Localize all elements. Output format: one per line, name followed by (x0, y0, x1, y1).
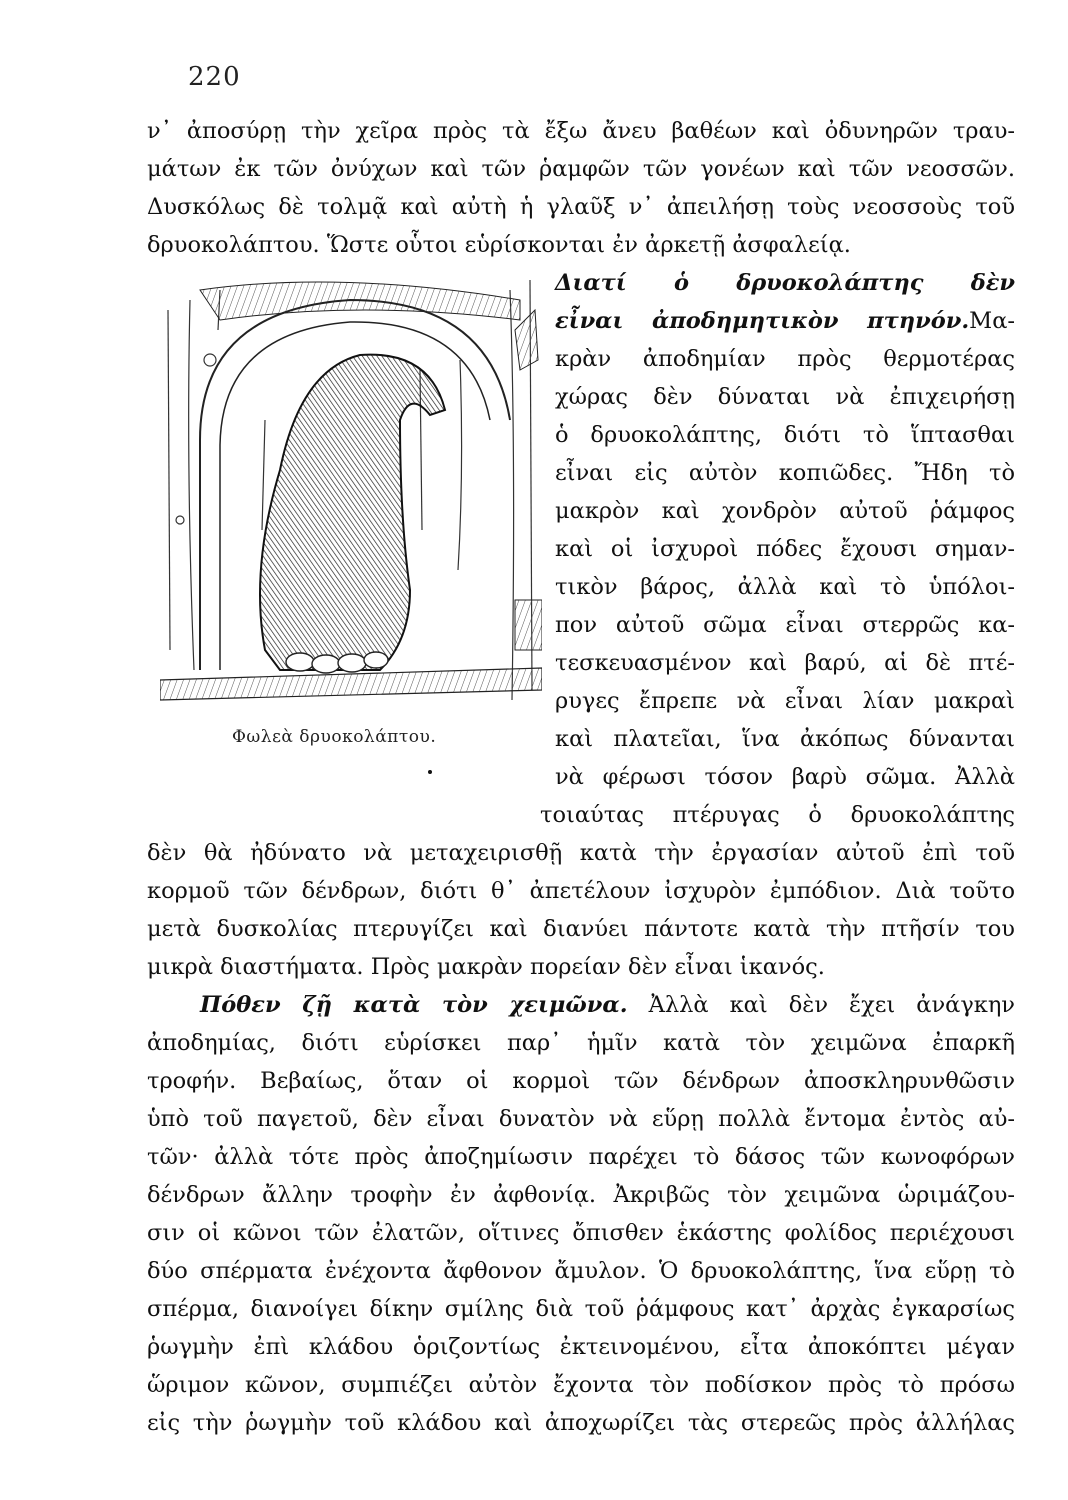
woodpecker-nest-illustration (160, 270, 542, 710)
text-line: τῶν· ἀλλὰ τότε πρὸς ἀποζημίωσιν παρέχει τὸ δάσος τῶν κωνοφόρων (147, 1144, 1015, 1170)
text-line: τεσκευασμένον καὶ βαρύ, αἱ δὲ πτέ- (555, 650, 1015, 676)
text-line: καὶ οἱ ἰσχυροὶ πόδες ἔχουσι σημαν- (555, 536, 1015, 562)
text-line: ρυγες ἔπρεπε νὰ εἶναι λίαν μακραὶ (555, 688, 1015, 714)
text-line: μικρὰ διαστήματα. Πρὸς μακρὰν πορείαν δὲν εἶναι ἱκανός. (147, 954, 825, 980)
text-line: μάτων ἐκ τῶν ὀνύχων καὶ τῶν ῥαμφῶν τῶν γονέων καὶ τῶν νεοσσῶν. (147, 156, 1015, 182)
text-line: ὁ δρυοκολάπτης, διότι τὸ ἵπτασθαι (555, 422, 1015, 448)
text-line: ὥριμον κῶνον, συμπιέζει αὐτὸν ἔχοντα τὸν ποδίσκον πρὸς τὸ πρόσω (147, 1372, 1015, 1398)
text-line: ἀποδημίας, διότι εὑρίσκει παρ᾿ ἡμῖν κατὰ τὸν χειμῶνα ἐπαρκῆ (147, 1030, 1015, 1056)
stray-dot (428, 770, 432, 774)
text-line: χώρας δὲν δύναται νὰ ἐπιχειρήσῃ (555, 384, 1015, 410)
text-line: μετὰ δυσκολίας πτερυγίζει καὶ διανύει πάντοτε κατὰ τὴν πτῆσίν του (147, 916, 1015, 942)
text-line: δὲν θὰ ἠδύνατο νὰ μεταχειρισθῇ κατὰ τὴν ἐργασίαν αὐτοῦ ἐπὶ τοῦ (147, 840, 1015, 866)
text-line: πον αὐτοῦ σῶμα εἶναι στερρῶς κα- (555, 612, 1015, 638)
text-line: δένδρων ἄλλην τροφὴν ἐν ἀφθονίᾳ. Ἀκριβῶς τὸν χειμῶνα ὡριμάζου- (147, 1182, 1015, 1208)
text-line: εἰς τὴν ῥωγμὴν τοῦ κλάδου καὶ ἀποχωρίζει τὰς στερεῶς πρὸς ἀλλήλας (147, 1410, 1015, 1436)
section-heading (555, 264, 1015, 302)
heading-text: Πόθεν ζῇ κατὰ τὸν χειμῶνα. (200, 992, 628, 1018)
text-line: Δυσκόλως δὲ τολμᾷ καὶ αὐτὴ ἡ γλαῦξ ν᾿ ἀπειλήσῃ τοὺς νεοσσοὺς τοῦ (147, 194, 1015, 220)
text-line: δύο σπέρματα ἐνέχοντα ἄφθονον ἄμυλον. Ὁ δρυοκολάπτης, ἵνα εὕρῃ τὸ (147, 1258, 1015, 1284)
text-line: κορμοῦ τῶν δένδρων, διότι θ᾿ ἀπετέλουν ἰσχυρὸν ἐμπόδιον. Διὰ τοῦτο (147, 878, 1015, 904)
text-line: μακρὸν καὶ χονδρὸν αὐτοῦ ῥάμφος (555, 498, 1015, 524)
heading-text: Διατί ὁ δρυοκολάπτης δὲν (555, 270, 1015, 296)
figure-caption: Φωλεὰ δρυοκολάπτου. (232, 727, 437, 747)
text-line: δρυοκολάπτου. Ὥστε οὗτοι εὑρίσκονται ἐν ἀρκετῇ ἀσφαλείᾳ. (147, 232, 851, 258)
heading-text: εἶναι ἀποδημητικὸν πτηνόν. (555, 308, 970, 334)
text-line: νὰ φέρωσι τόσον βαρὺ σῶμα. Ἀλλὰ (555, 764, 1015, 790)
text-line: τικὸν βάρος, ἀλλὰ καὶ τὸ ὑπόλοι- (555, 574, 1015, 600)
text-line: σπέρμα, διανοίγει δίκην σμίλης διὰ τοῦ ῥάμφους κατ᾿ ἀρχὰς ἐγκαρσίως (147, 1296, 1015, 1322)
text-line: ὑπὸ τοῦ παγετοῦ, δὲν εἶναι δυνατὸν νὰ εὕρῃ πολλὰ ἔντομα ἐντὸς αὐ- (147, 1106, 1015, 1132)
text-line: εἶναι εἰς αὐτὸν κοπιῶδες. Ἤδη τὸ (555, 460, 1015, 486)
text-line: ν᾿ ἀποσύρῃ τὴν χεῖρα πρὸς τὰ ἔξω ἄνευ βαθέων καὶ ὀδυνηρῶν τραυ- (147, 118, 1015, 144)
text-line: καὶ πλατεῖαι, ἵνα ἀκόπως δύνανται (555, 726, 1015, 752)
text-line: σιν οἱ κῶνοι τῶν ἐλατῶν, οἵτινες ὄπισθεν ἑκάστης φολίδος περιέχουσι (147, 1220, 1015, 1246)
text-span: Ἀλλὰ καὶ δὲν ἔχει ἀνάγκην (648, 992, 1015, 1018)
text-line: κρὰν ἀποδημίαν πρὸς θερμοτέρας (555, 346, 1015, 372)
text-line: ῥωγμὴν ἐπὶ κλάδου ὁριζοντίως ἐκτεινομένου, εἶτα ἀποκόπτει μέγαν (147, 1334, 1015, 1360)
text-line: τοιαύτας πτέρυγας ὁ δρυοκολάπτης (540, 802, 1015, 828)
section-heading (200, 986, 1015, 1024)
text-span: Μα- (969, 308, 1015, 334)
text-line (555, 302, 1015, 340)
text-line: τροφήν. Βεβαίως, ὅταν οἱ κορμοὶ τῶν δένδρων ἀποσκληρυνθῶσιν (147, 1068, 1015, 1094)
page-number: 220 (188, 62, 241, 92)
